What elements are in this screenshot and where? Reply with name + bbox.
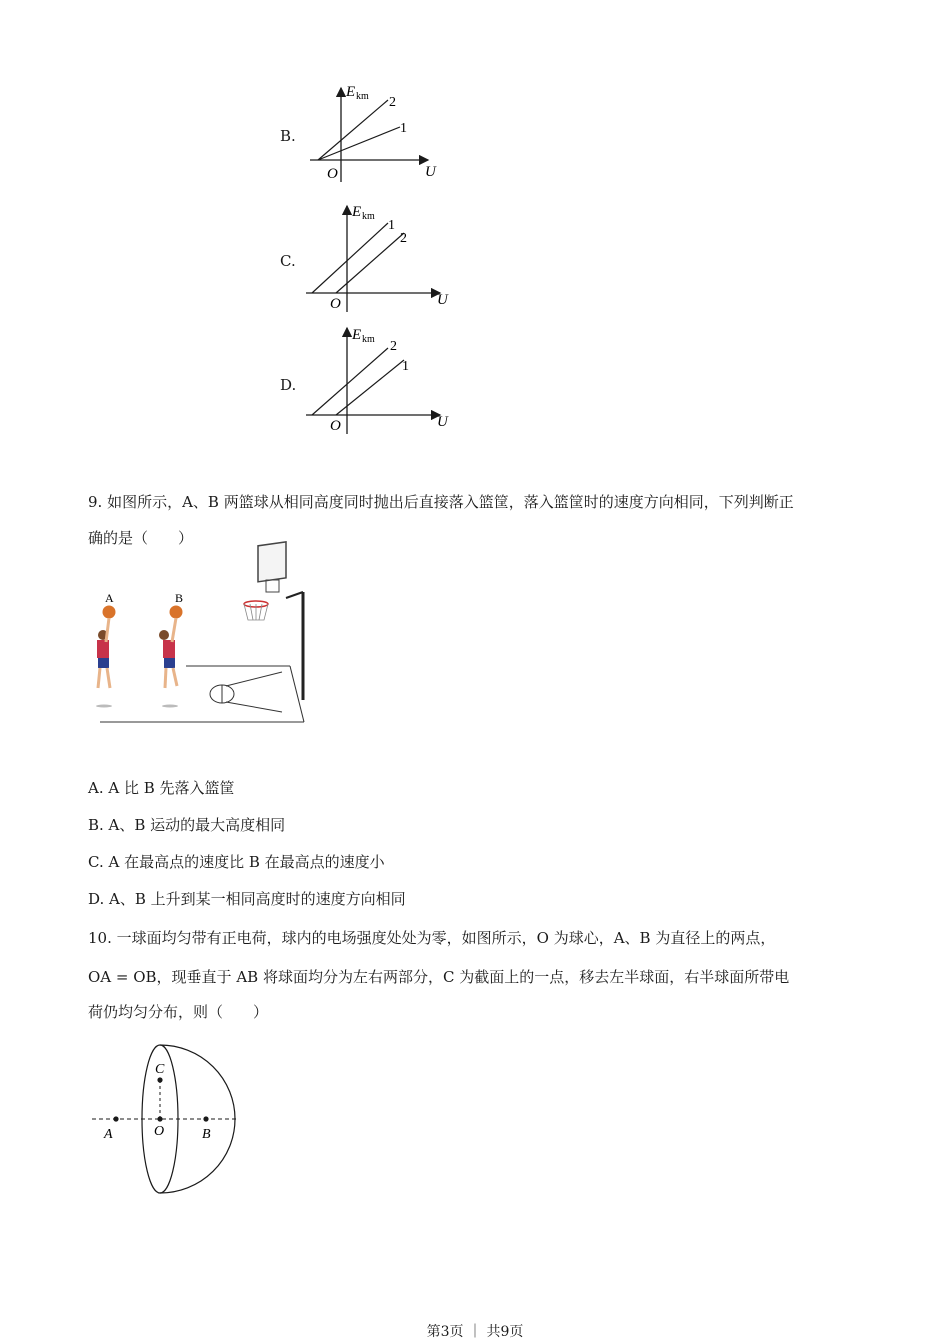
origin-label: O bbox=[330, 418, 341, 434]
line-label-a: 1 bbox=[388, 218, 395, 233]
option-b-label: B. bbox=[280, 127, 296, 145]
page-footer: 第3页 ｜ 共9页 bbox=[426, 1324, 524, 1340]
xaxis-label: U bbox=[437, 414, 448, 430]
yaxis-label: E bbox=[346, 84, 356, 100]
option-c-label: C. bbox=[280, 252, 296, 270]
point-b bbox=[203, 1116, 208, 1121]
graph-b bbox=[300, 80, 460, 190]
line-2 bbox=[318, 100, 388, 160]
option-d-label: D. bbox=[280, 376, 297, 394]
line-label-b: 2 bbox=[400, 231, 407, 246]
line-label-b: 1 bbox=[400, 121, 407, 136]
q9-stem-line2: 确的是（ ） bbox=[88, 529, 194, 547]
label-o: O bbox=[154, 1124, 165, 1139]
line-2 bbox=[336, 233, 404, 293]
xaxis-label: U bbox=[425, 164, 436, 180]
line-label-b: 1 bbox=[402, 359, 409, 374]
graph-d bbox=[300, 322, 460, 437]
label-b: B bbox=[202, 1127, 211, 1142]
label-b: B bbox=[175, 591, 184, 605]
yaxis-sub: km bbox=[362, 334, 375, 345]
line-1 bbox=[312, 223, 388, 293]
line-label-a: 2 bbox=[390, 339, 397, 354]
label-c: C bbox=[155, 1062, 165, 1077]
q10-stem-line1: 10. 一球面均匀带有正电荷，球内的电场强度处处为零，如图所示，O 为球心，A、B 为直径上的两点， bbox=[88, 929, 776, 947]
origin-label: O bbox=[327, 166, 338, 182]
q10-stem-line2: OA = OB，现垂直于 AB 将球面均分为左右两部分，C 为截面上的一点，移去左半球面，右半球面所带电 bbox=[88, 968, 790, 986]
yaxis-label: E bbox=[352, 204, 362, 220]
q9-option-d: D. A、B 上升到某一相同高度时的速度方向相同 bbox=[88, 890, 406, 908]
line-1 bbox=[318, 127, 400, 160]
origin-label: O bbox=[330, 296, 341, 312]
yaxis-label: E bbox=[352, 327, 362, 343]
label-a: A bbox=[105, 591, 114, 605]
yaxis-sub: km bbox=[356, 91, 369, 102]
label-a: A bbox=[104, 1127, 113, 1142]
hemisphere-figure bbox=[90, 1040, 250, 1200]
basketball-figure bbox=[86, 562, 311, 727]
point-c bbox=[157, 1077, 162, 1082]
xaxis-label: U bbox=[437, 292, 448, 308]
q10-stem-line3: 荷仍均匀分布，则（ ） bbox=[88, 1003, 269, 1021]
q9-option-c: C. A 在最高点的速度比 B 在最高点的速度小 bbox=[88, 853, 385, 871]
yaxis-sub: km bbox=[362, 211, 375, 222]
point-o bbox=[157, 1116, 162, 1121]
line-label-a: 2 bbox=[389, 95, 396, 110]
graph-c bbox=[300, 200, 460, 315]
point-a bbox=[113, 1116, 118, 1121]
q9-stem-line1: 9. 如图所示，A、B 两篮球从相同高度同时抛出后直接落入篮筐，落入篮筐时的速度方向相同，下列判断正 bbox=[88, 493, 794, 511]
line-1 bbox=[336, 360, 404, 415]
q9-option-b: B. A、B 运动的最大高度相同 bbox=[88, 816, 286, 834]
q9-option-a: A. A 比 B 先落入篮筐 bbox=[88, 779, 235, 797]
